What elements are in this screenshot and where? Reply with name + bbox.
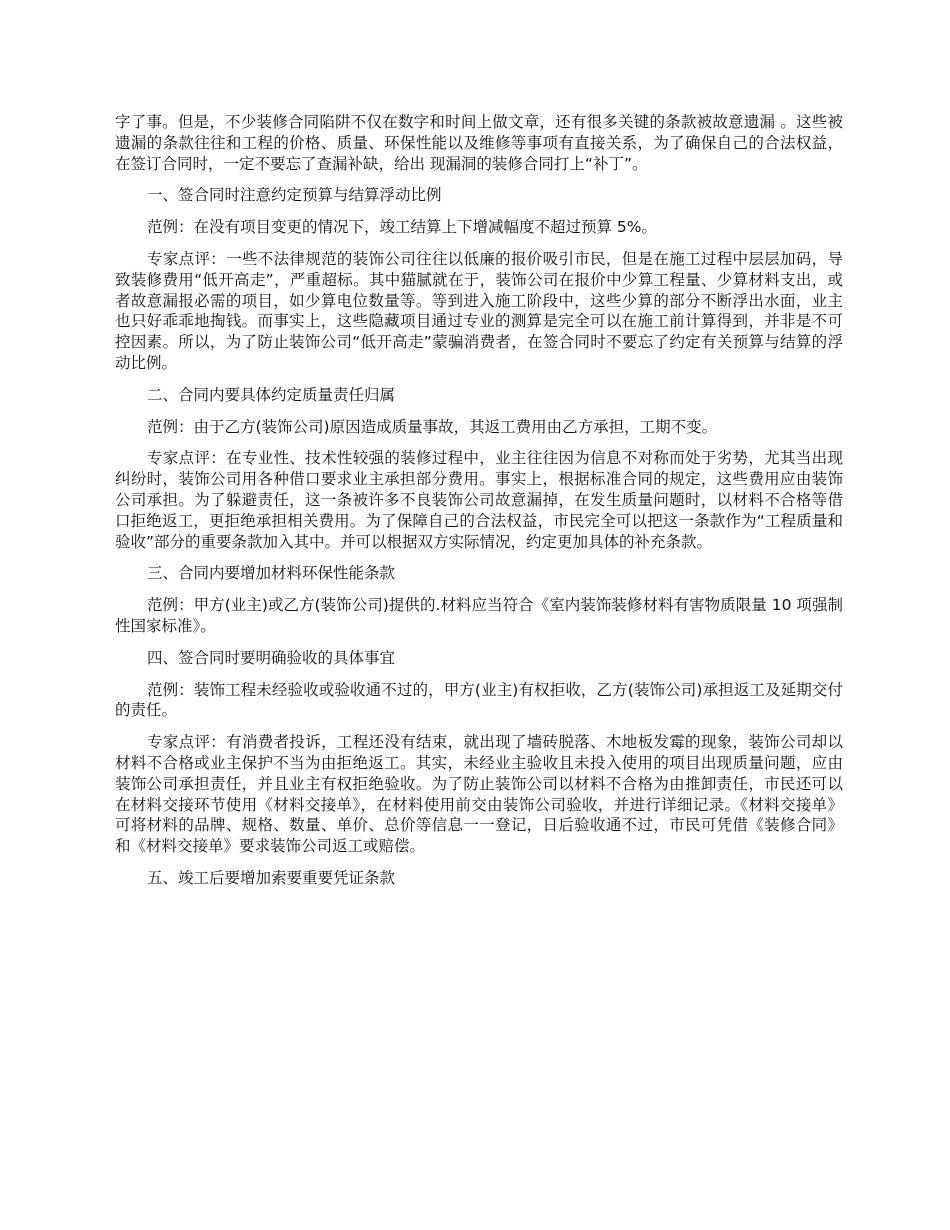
paragraph-comment-4: 专家点评：有消费者投诉，工程还没有结束，就出现了墙砖脱落、木地板发霉的现象，装饰公司却以材料不合格或业主保护不当为由拒绝返工。其实，未经业主验收且未投入使用的项目出现质量问题，应由装饰公司承担责任，并且业主有权拒绝验收。为了防止装饰公司以材料不合格为由推卸责任，市民还可以在材料交接环节使用《材料交接单》，在材料使用前交由装饰公司验收，并进行详细记录。《材料交接单》可将材料的品牌、规格、数量、单价、总价等信息一一登记，日后验收通不过，市民可凭借《装修合同》和《材料交接单》要求装饰公司返工或赔偿。 [115,733,843,856]
paragraph-example-4: 范例：装饰工程未经验收或验收通不过的，甲方(业主)有权拒收，乙方(装饰公司)承担返工及延期交付的责任。 [115,680,843,720]
paragraph-comment-2: 专家点评：在专业性、技术性较强的装修过程中，业主往往因为信息不对称而处于劣势，尤其当出现纠纷时，装饰公司用各种借口要求业主承担部分费用。事实上，根据标准合同的规定，这些费用应由装饰公司承担。为了躲避责任，这一条被许多不良装饰公司故意漏掉，在发生质量问题时，以材料不合格等借口拒绝返工，更拒绝承担相关费用。为了保障自己的合法权益，市民完全可以把这一条款作为“工程质量和验收”部分的重要条款加入其中。并可以根据双方实际情况，约定更加具体的补充条款。 [115,449,843,551]
paragraph-example-3: 范例：甲方(业主)或乙方(装饰公司)提供的.材料应当符合《室内装饰装修材料有害物质限量 10 项强制性国家标准》。 [115,596,843,635]
paragraph-intro: 字了事。但是，不少装修合同陷阱不仅在数字和时间上做文章，还有很多关键的条款被故意遗漏 。这些被遗漏的条款往往和工程的价格、质量、环保性能以及维修等事项有直接关系，为了确保自己的合法权益，在签订合同时，一定不要忘了查漏补缺，给出 现漏洞的装修合同打上“补丁”。 [115,113,843,173]
heading-section-2: 二、合同内要具体约定质量责任归属 [147,385,396,404]
heading-section-1: 一、签合同时注意约定预算与结算浮动比例 [147,186,442,205]
heading-section-3: 三、合同内要增加材料环保性能条款 [147,564,396,583]
paragraph-comment-1: 专家点评：一些不法律规范的装饰公司往往以低廉的报价吸引市民，但是在施工过程中层层加码，导致装修费用“低开高走”，严重超标。其中猫腻就在于，装饰公司在报价中少算工程量、少算材料支出，或者故意漏报必需的项目，如少算电位数量等。等到进入施工阶段中，这些少算的部分不断浮出水面，业主也只好乖乖地掏钱。而事实上，这些隐藏项目通过专业的测算是完全可以在施工前计算得到，并非是不可控因素。所以，为了防止装饰公司“低开高走”蒙骗消费者，在签合同时不要忘了约定有关预算与结算的浮动比例。 [115,249,843,372]
document-page [115,112,843,889]
heading-section-5: 五、竣工后要增加索要重要凭证条款 [147,868,396,887]
heading-section-4: 四、签合同时要明确验收的具体事宜 [147,648,396,667]
paragraph-example-2: 范例：由于乙方(装饰公司)原因造成质量事故，其返工费用由乙方承担，工期不变。 [147,417,718,436]
paragraph-example-1: 范例：在没有项目变更的情况下，竣工结算上下增减幅度不超过预算 5%。 [147,218,658,237]
